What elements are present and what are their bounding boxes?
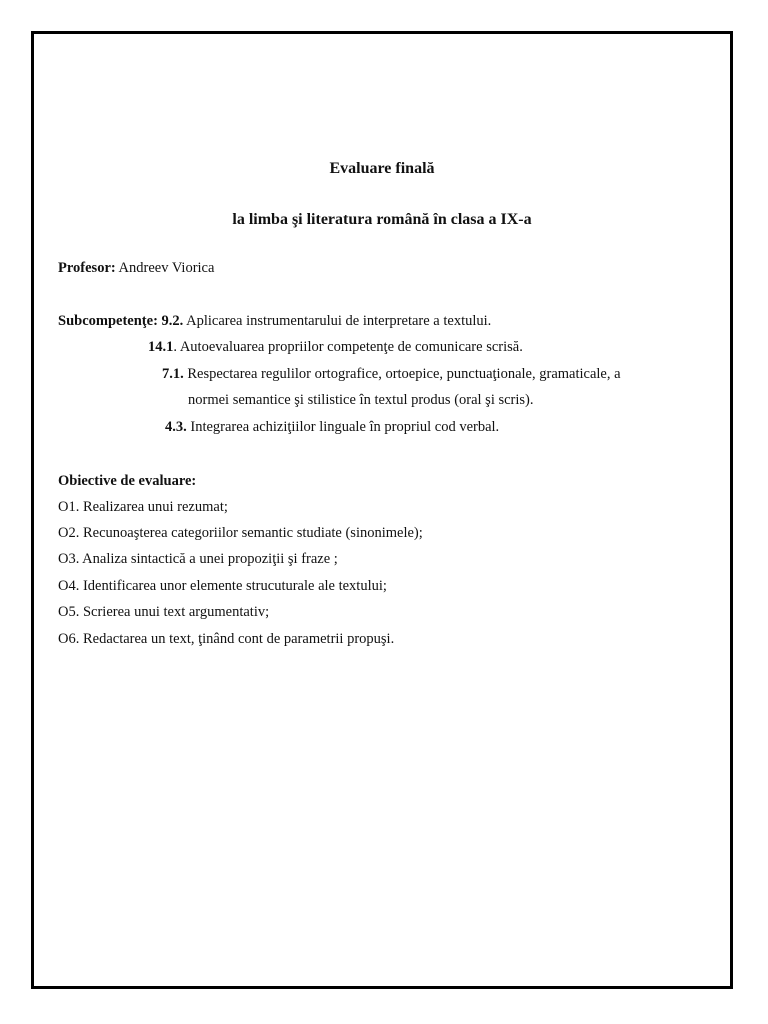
subcompetence-line <box>58 312 491 330</box>
subcompetence-line <box>162 365 621 383</box>
objective-item: O6. Redactarea un text, ţinând cont de parametrii propuşi. <box>58 631 395 647</box>
subcompetence-code: 9.2. <box>161 313 184 329</box>
subcompetence-text: Respectarea regulilor ortografice, ortoepice, punctuaţionale, gramaticale, a <box>183 366 621 382</box>
objective-item: O3. Analiza sintactică a unei propoziţii şi fraze ; <box>58 551 338 567</box>
subcompetence-code: 14.1 <box>148 339 174 355</box>
teacher-label: Profesor: <box>58 260 116 276</box>
objective-item: O5. Scrierea unui text argumentativ; <box>58 604 270 620</box>
subcompetence-text: Integrarea achiziţiilor linguale în propriul cod verbal. <box>186 419 500 435</box>
subcompetence-code: 4.3. <box>165 419 187 435</box>
subcompetence-text: normei semantice şi stilistice în textul produs (oral şi scris). <box>188 392 534 408</box>
teacher-line <box>58 259 214 277</box>
subcompetence-code: 7.1. <box>162 366 184 382</box>
subcompetence-line <box>165 418 499 436</box>
objective-item: O4. Identificarea unor elemente strucuturale ale textului; <box>58 578 387 594</box>
subcompetences-colon: : <box>153 313 162 329</box>
objective-item: O1. Realizarea unui rezumat; <box>58 499 228 515</box>
document-subtitle: la limba şi literatura română în clasa a IX-a <box>232 211 532 228</box>
document-page <box>31 31 733 989</box>
objectives-heading: Obiective de evaluare: <box>58 473 197 489</box>
teacher-name: Andreev Viorica <box>115 260 215 276</box>
subcompetence-text: . Autoevaluarea propriilor competenţe de comunicare scrisă. <box>173 339 523 355</box>
subcompetences-label: Subcompetenţe <box>58 313 154 329</box>
subcompetence-text: Aplicarea instrumentarului de interpretare a textului. <box>183 313 492 329</box>
objective-item: O2. Recunoaşterea categoriilor semantic studiate (sinonimele); <box>58 525 423 541</box>
subcompetence-line <box>148 338 523 356</box>
document-title: Evaluare finală <box>329 160 435 177</box>
subcompetence-line-continuation <box>188 391 534 409</box>
